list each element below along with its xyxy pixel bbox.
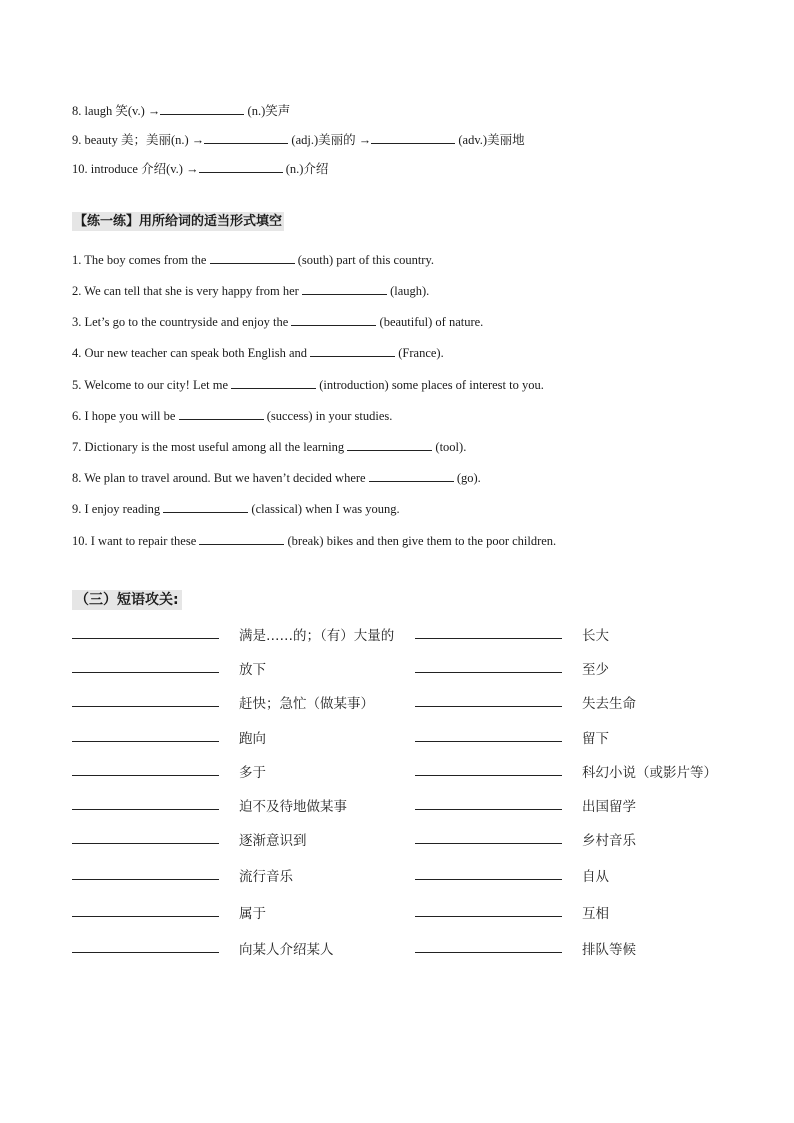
phrase-blank[interactable] (415, 672, 562, 673)
phrase-blank[interactable] (72, 706, 219, 707)
phrase-meaning: 出国留学 (582, 799, 636, 815)
practice-hint: (break) bikes and then give them to the poor children. (284, 534, 557, 548)
answer-blank[interactable] (310, 345, 395, 357)
phrase-blank[interactable] (415, 843, 562, 844)
phrase-row (0, 863, 794, 883)
phrase-blank[interactable] (415, 706, 562, 707)
phrase-blank[interactable] (72, 952, 219, 953)
word-form-prompt: 9. beauty 美；美丽(n.) → (72, 133, 205, 147)
word-form-suffix: (adv.)美丽地 (455, 133, 525, 147)
phrase-row (0, 793, 794, 813)
phrase-meaning: 迫不及待地做某事 (239, 799, 347, 815)
practice-text: 5. Welcome to our city! Let me (72, 378, 232, 392)
word-form-middle: (adj.)美丽的 → (288, 133, 372, 147)
phrase-blank[interactable] (72, 775, 219, 776)
practice-item (72, 314, 483, 330)
practice-hint: (laugh). (386, 284, 430, 298)
phrase-row (0, 656, 794, 676)
word-form-item (72, 103, 290, 119)
answer-blank[interactable] (302, 283, 387, 295)
phrase-row (0, 690, 794, 710)
word-form-item (72, 132, 525, 148)
answer-blank[interactable] (347, 439, 432, 451)
practice-text: 9. I enjoy reading (72, 502, 164, 516)
phrases-heading: （三）短语攻关: (72, 590, 182, 610)
practice-text: 8. We plan to travel around. But we haven’t decided where (72, 471, 369, 485)
phrase-meaning: 逐渐意识到 (239, 833, 307, 849)
phrase-meaning: 放下 (239, 662, 266, 678)
practice-item (72, 283, 429, 299)
answer-blank[interactable] (160, 103, 244, 115)
phrase-blank[interactable] (72, 672, 219, 673)
phrase-meaning: 科幻小说（或影片等） (582, 765, 717, 781)
phrase-blank[interactable] (72, 638, 219, 639)
phrase-blank[interactable] (415, 952, 562, 953)
answer-blank[interactable] (371, 132, 455, 144)
phrase-blank[interactable] (415, 879, 562, 880)
practice-hint: (beautiful) of nature. (376, 315, 484, 329)
answer-blank[interactable] (199, 161, 283, 173)
answer-blank[interactable] (210, 252, 295, 264)
phrase-row (0, 936, 794, 956)
phrase-blank[interactable] (72, 879, 219, 880)
phrase-meaning: 满是……的；（有）大量的 (239, 628, 395, 644)
phrase-meaning: 跑向 (239, 731, 266, 747)
word-form-prompt: 8. laugh 笑(v.) → (72, 104, 161, 118)
practice-item (72, 439, 466, 455)
answer-blank[interactable] (291, 314, 376, 326)
practice-heading: 【练一练】用所给词的适当形式填空 (74, 214, 283, 229)
practice-text: 4. Our new teacher can speak both English and (72, 346, 311, 360)
phrase-blank[interactable] (415, 775, 562, 776)
phrase-blank[interactable] (415, 638, 562, 639)
phrase-meaning: 乡村音乐 (582, 833, 636, 849)
phrase-meaning: 至少 (582, 662, 609, 678)
phrase-blank[interactable] (415, 809, 562, 810)
practice-text: 1. The boy comes from the (72, 253, 210, 267)
practice-hint: (classical) when I was young. (248, 502, 400, 516)
practice-item (72, 345, 444, 361)
word-form-suffix: (n.)笑声 (244, 104, 291, 118)
answer-blank[interactable] (231, 377, 316, 389)
phrase-blank[interactable] (72, 843, 219, 844)
phrase-meaning: 赶快；急忙（做某事） (239, 696, 374, 712)
practice-hint: (go). (453, 471, 481, 485)
answer-blank[interactable] (179, 408, 264, 420)
phrase-meaning: 长大 (582, 628, 609, 644)
practice-hint: (success) in your studies. (263, 409, 393, 423)
word-form-item (72, 161, 328, 177)
practice-item (72, 501, 400, 517)
phrase-meaning: 属于 (239, 906, 266, 922)
practice-text: 3. Let’s go to the countryside and enjoy the (72, 315, 292, 329)
answer-blank[interactable] (204, 132, 288, 144)
phrase-blank[interactable] (72, 741, 219, 742)
phrase-meaning: 失去生命 (582, 696, 636, 712)
word-form-suffix: (n.)介绍 (282, 162, 329, 176)
phrase-meaning: 向某人介绍某人 (239, 942, 334, 958)
practice-text: 7. Dictionary is the most useful among all the learning (72, 440, 348, 454)
phrase-row (0, 725, 794, 745)
practice-item (72, 408, 392, 424)
practice-item (72, 377, 544, 393)
phrase-row (0, 827, 794, 847)
practice-hint: (tool). (432, 440, 467, 454)
phrase-meaning: 多于 (239, 765, 266, 781)
practice-text: 2. We can tell that she is very happy from her (72, 284, 302, 298)
phrase-blank[interactable] (72, 916, 219, 917)
practice-item (72, 533, 556, 549)
phrase-meaning: 排队等候 (582, 942, 636, 958)
answer-blank[interactable] (369, 470, 454, 482)
practice-item (72, 470, 481, 486)
phrase-meaning: 留下 (582, 731, 609, 747)
practice-hint: (introduction) some places of interest to you. (316, 378, 544, 392)
phrase-meaning: 流行音乐 (239, 869, 293, 885)
word-form-prompt: 10. introduce 介绍(v.) → (72, 162, 199, 176)
practice-item (72, 252, 434, 268)
phrase-row (0, 759, 794, 779)
phrase-blank[interactable] (415, 916, 562, 917)
practice-text: 10. I want to repair these (72, 534, 200, 548)
phrase-blank[interactable] (415, 741, 562, 742)
practice-hint: (south) part of this country. (294, 253, 435, 267)
practice-text: 6. I hope you will be (72, 409, 179, 423)
phrase-meaning: 自从 (582, 869, 609, 885)
answer-blank[interactable] (199, 533, 284, 545)
phrase-row (0, 900, 794, 920)
phrase-meaning: 互相 (582, 906, 609, 922)
answer-blank[interactable] (163, 501, 248, 513)
phrase-blank[interactable] (72, 809, 219, 810)
practice-hint: (France). (395, 346, 444, 360)
phrase-row (0, 622, 794, 642)
